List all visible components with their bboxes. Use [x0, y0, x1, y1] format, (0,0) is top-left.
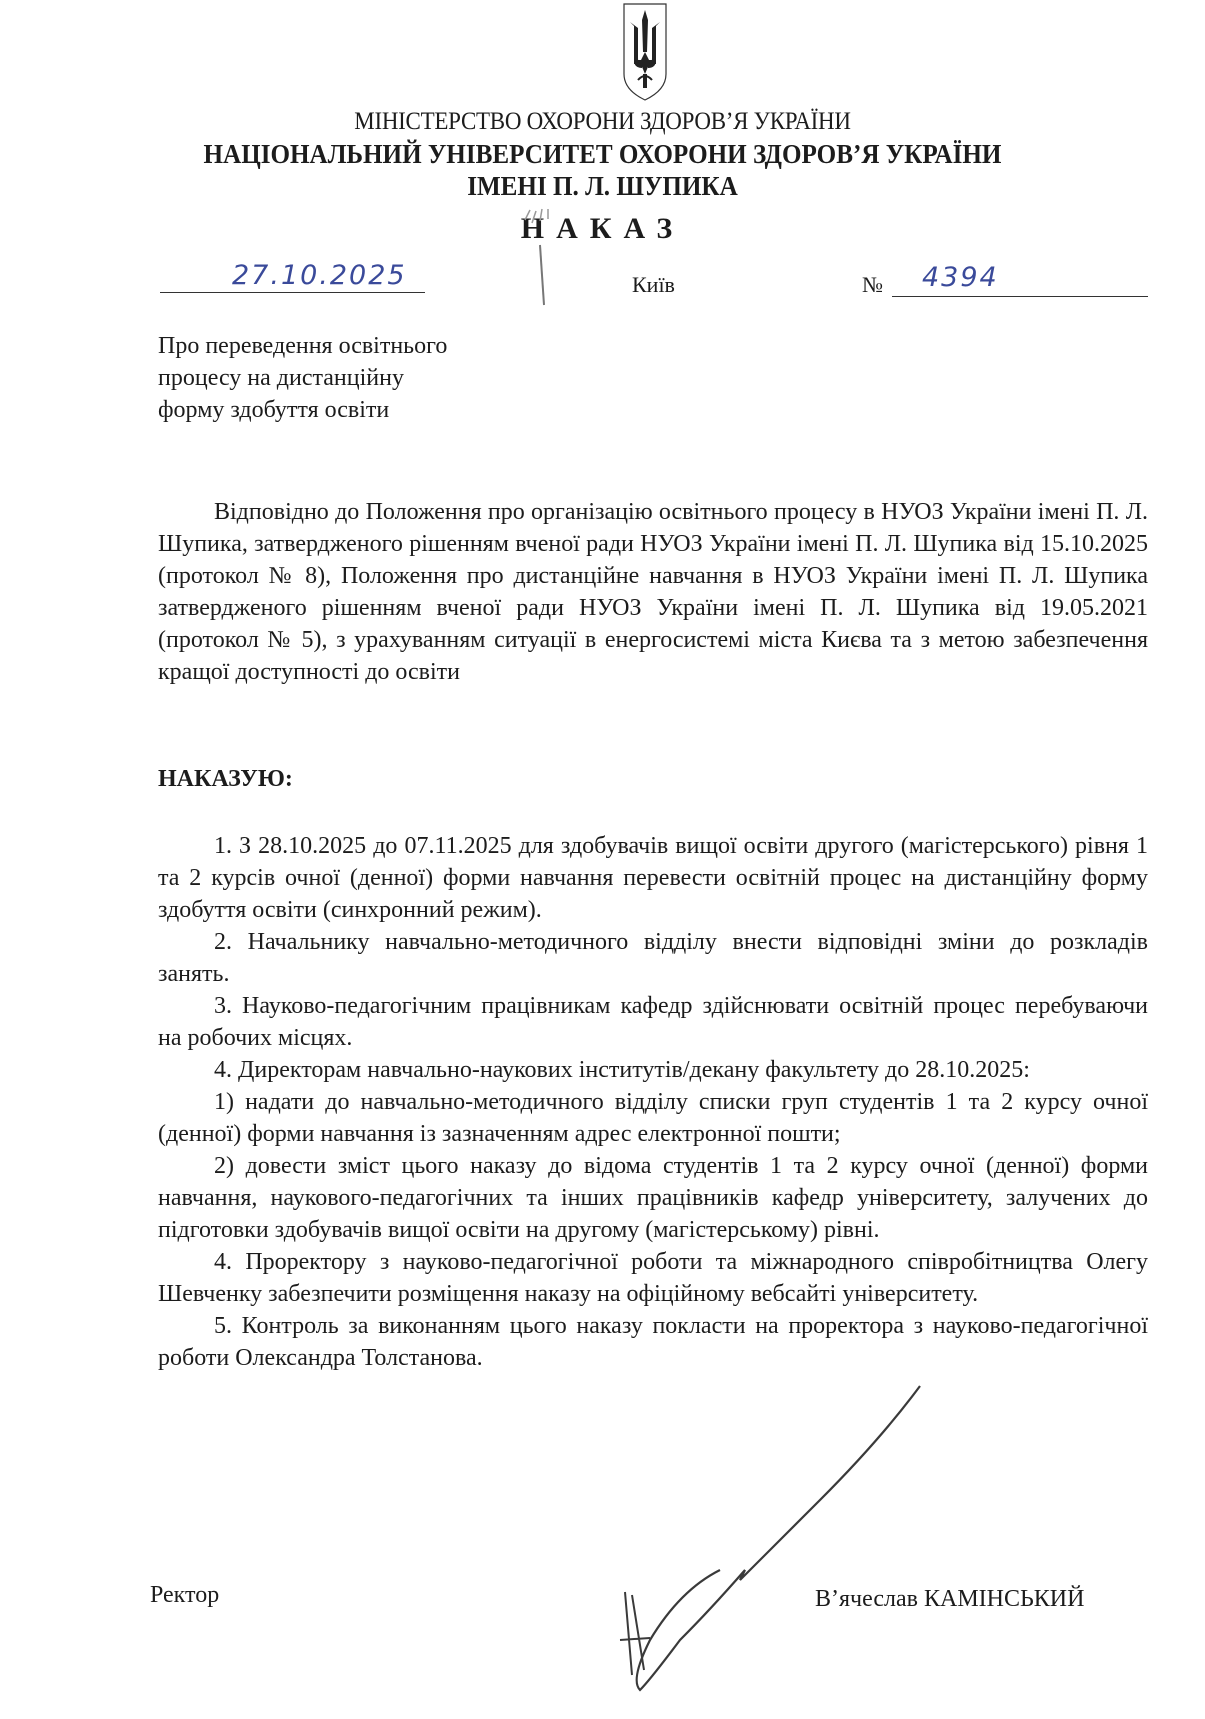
city: Київ: [632, 272, 675, 297]
number-underline: [892, 296, 1148, 297]
order-item: 2. Начальнику навчально-методичного відділу внести відповідні зміни до розкладів занять.: [158, 929, 1148, 987]
order-number: 4394: [922, 262, 999, 293]
order-item: 3. Науково-педагогічним працівникам кафедр здійснювати освітній процес перебуваючи на робочих місцях.: [158, 993, 1148, 1051]
signer-name: В’ячеслав КАМІНСЬКИЙ: [815, 1586, 1085, 1612]
order-items: [158, 830, 1148, 1374]
handwritten-signature-icon: [540, 1380, 960, 1700]
subject-line: Про переведення освітнього: [158, 333, 448, 359]
university-named-after: ІМЕНІ П. Л. ШУПИКА: [467, 171, 738, 201]
order-subitem: 1) надати до навчально-методичного відділу списки груп студентів 1 та 2 курсу очної (денної) форми навчання із зазначенням адрес електронної пошти;: [158, 1089, 1148, 1147]
order-item: 5. Контроль за виконанням цього наказу покласти на проректора з науково-педагогічної роботи Олександра Толстанова.: [158, 1313, 1148, 1371]
order-item: 4. Директорам навчально-наукових інститутів/декану факультету до 28.10.2025:: [214, 1057, 1030, 1083]
number-sign: №: [862, 272, 883, 297]
preamble-text: Відповідно до Положення про організацію освітнього процесу в НУОЗ України імені П. Л. Шупика, затвердженого рішенням вченої ради НУОЗ України імені П. Л. Шупика від 15.10.2025 (протокол № 8), Положення про дистанційне навчання в НУОЗ України імені П. Л. Шупика затвердженого рішенням вченої ради НУОЗ України імені П. Л. Шупика від 19.05.2021 (протокол № 5), з урахуванням ситуації в енергосистемі міста Києва та з метою забезпечення кращої доступності до освіти: [158, 499, 1148, 685]
order-item: 1. З 28.10.2025 до 07.11.2025 для здобувачів вищої освіти другого (магістерського) рівня 1 та 2 курсів очної (денної) форми навчання перевести освітній процес на дистанційну форму здобуття освіти (синхронний режим).: [158, 833, 1148, 923]
order-subitem: 2) довести зміст цього наказу до відома студентів 1 та 2 курсу очної (денної) форми навчання, наукового-педагогічних та інших працівників кафедр університету, залучених до підготовки здобувачів вищої освіти на другому (магістерському) рівні.: [158, 1153, 1148, 1243]
order-item: 4. Проректору з науково-педагогічної роботи та міжнародного співробітництва Олегу Шевченку забезпечити розміщення наказу на офіційному вебсайті університету.: [158, 1249, 1148, 1307]
stamp-mark-icon: [520, 205, 580, 320]
ministry-name: МІНІСТЕРСТВО ОХОРОНИ ЗДОРОВ’Я УКРАЇНИ: [354, 108, 851, 135]
signer-position: Ректор: [150, 1582, 220, 1608]
date-underline: [160, 292, 425, 293]
subject-line: форму здобуття освіти: [158, 397, 390, 423]
preamble: [158, 496, 1148, 688]
order-date: 27.10.2025: [232, 260, 407, 291]
document-type-title: НАКАЗ: [520, 212, 685, 245]
order-heading: НАКАЗУЮ:: [158, 766, 293, 792]
order-subject: [158, 330, 447, 426]
university-name: НАЦІОНАЛЬНИЙ УНІВЕРСИТЕТ ОХОРОНИ ЗДОРОВ’Я УКРАЇНИ: [203, 139, 1002, 169]
trident-coat-of-arms-icon: [622, 2, 668, 102]
subject-line: процесу на дистанційну: [158, 365, 404, 391]
